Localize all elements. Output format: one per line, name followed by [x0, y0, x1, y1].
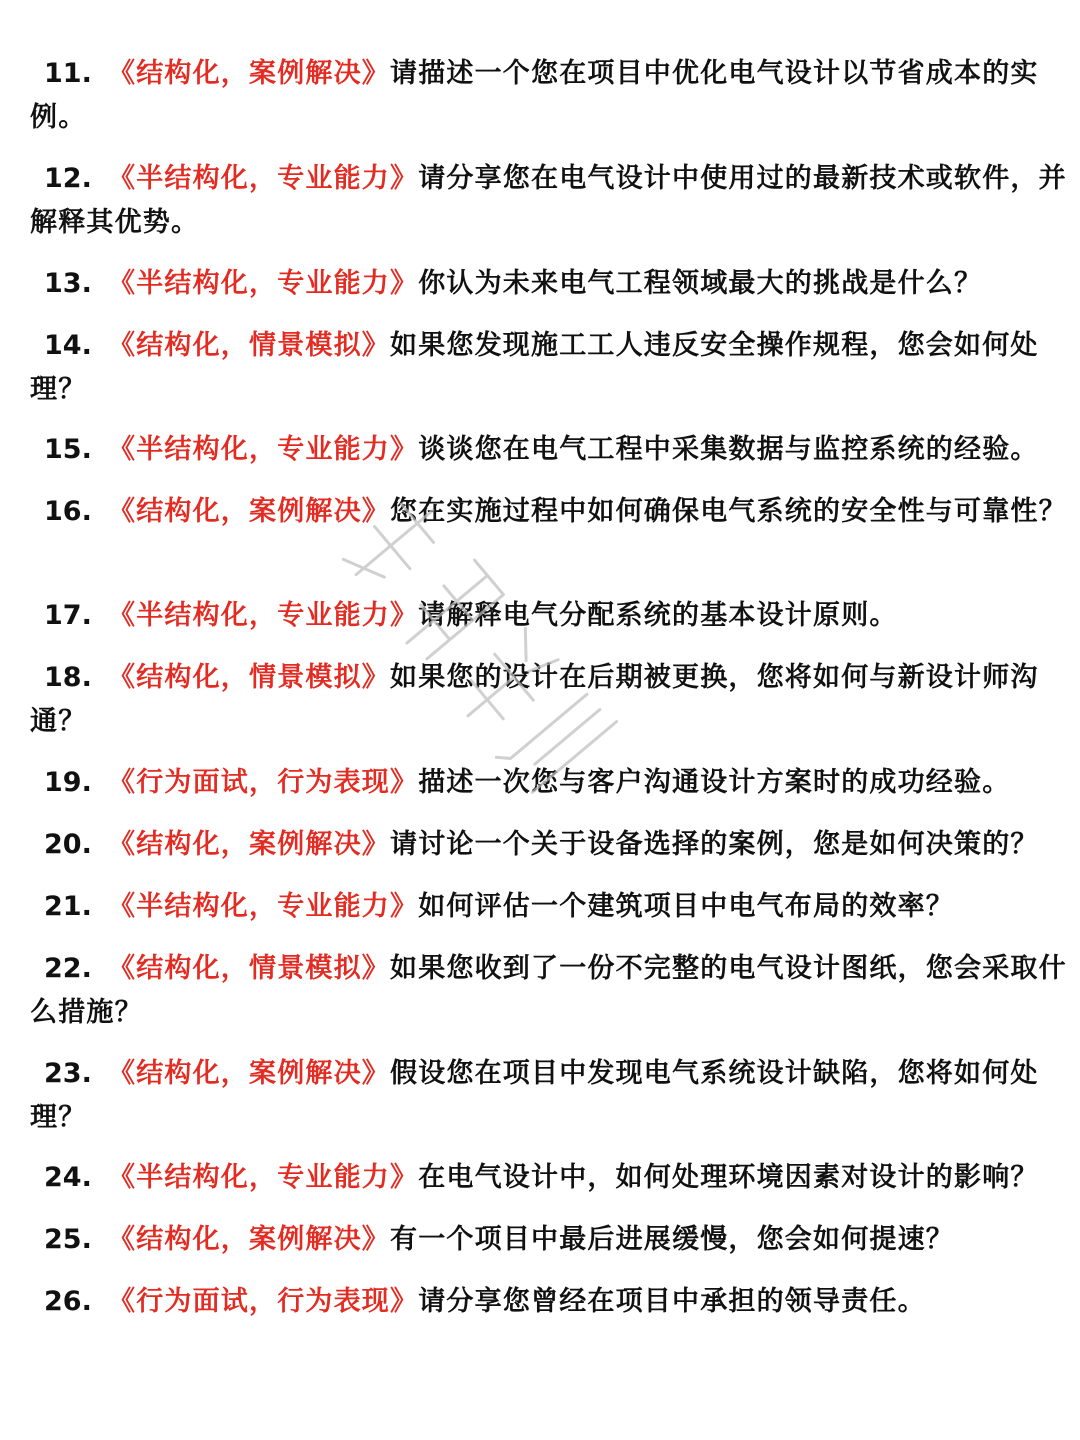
question-text: 如果您的设计在后期被更换，您将如何与新设计师沟通？: [30, 662, 1039, 737]
question-item: [30, 1218, 1070, 1262]
question-text: 如果您收到了一份不完整的电气设计图纸，您会采取什么措施？: [30, 953, 1067, 1028]
question-item: [30, 1280, 1070, 1324]
question-text: 在电气设计中，如何处理环境因素对设计的影响？: [418, 1162, 1039, 1193]
question-item: [30, 947, 1070, 1035]
question-number: 16.: [44, 496, 92, 527]
question-item: [30, 594, 1070, 638]
question-category-tag: 《结构化，情景模拟》: [108, 330, 390, 361]
question-text: 描述一次您与客户沟通设计方案时的成功经验。: [418, 767, 1011, 798]
question-category-tag: 《结构化，情景模拟》: [108, 953, 390, 984]
question-item: [30, 52, 1070, 140]
question-category-tag: 《半结构化，专业能力》: [108, 1162, 419, 1193]
question-category-tag: 《结构化，情景模拟》: [108, 662, 390, 693]
question-number: 24.: [44, 1162, 92, 1193]
question-text: 你认为未来电气工程领域最大的挑战是什么？: [418, 268, 983, 299]
question-category-tag: 《结构化，案例解决》: [108, 1224, 390, 1255]
question-text: 谈谈您在电气工程中采集数据与监控系统的经验。: [418, 434, 1039, 465]
question-number: 22.: [44, 953, 92, 984]
question-number: 19.: [44, 767, 92, 798]
question-category-tag: 《半结构化，专业能力》: [108, 600, 419, 631]
question-text: 请描述一个您在项目中优化电气设计以节省成本的实例。: [30, 58, 1039, 133]
question-item: [30, 1156, 1070, 1200]
question-text: 请分享您在电气设计中使用过的最新技术或软件，并解释其优势。: [30, 163, 1067, 238]
question-text: 如何评估一个建筑项目中电气布局的效率？: [418, 891, 955, 922]
question-text: 假设您在项目中发现电气系统设计缺陷，您将如何处理？: [30, 1058, 1039, 1133]
question-category-tag: 《半结构化，专业能力》: [108, 268, 419, 299]
question-item: [30, 823, 1070, 867]
question-number: 18.: [44, 662, 92, 693]
question-category-tag: 《结构化，案例解决》: [108, 58, 390, 89]
question-number: 17.: [44, 600, 92, 631]
question-item: [30, 324, 1070, 412]
question-number: 23.: [44, 1058, 92, 1089]
question-item: [30, 1052, 1070, 1140]
question-number: 12.: [44, 163, 92, 194]
question-number: 14.: [44, 330, 92, 361]
question-item: [30, 761, 1070, 805]
question-text: 您在实施过程中如何确保电气系统的安全性与可靠性？: [390, 496, 1067, 527]
question-category-tag: 《半结构化，专业能力》: [108, 434, 419, 465]
question-category-tag: 《结构化，案例解决》: [108, 496, 390, 527]
question-text: 请解释电气分配系统的基本设计原则。: [418, 600, 898, 631]
question-text: 请分享您曾经在项目中承担的领导责任。: [418, 1286, 926, 1317]
question-number: 25.: [44, 1224, 92, 1255]
question-item: [30, 490, 1070, 534]
question-item: [30, 885, 1070, 929]
question-category-tag: 《行为面试，行为表现》: [108, 1286, 419, 1317]
question-category-tag: 《行为面试，行为表现》: [108, 767, 419, 798]
question-text: 有一个项目中最后进展缓慢，您会如何提速？: [390, 1224, 954, 1255]
question-number: 15.: [44, 434, 92, 465]
question-category-tag: 《结构化，案例解决》: [108, 1058, 390, 1089]
question-number: 26.: [44, 1286, 92, 1317]
question-item: [30, 262, 1070, 306]
question-number: 20.: [44, 829, 92, 860]
question-item: [30, 656, 1070, 744]
question-item: [30, 428, 1070, 472]
question-item: [30, 157, 1070, 245]
question-text: 请讨论一个关于设备选择的案例，您是如何决策的？: [390, 829, 1039, 860]
question-number: 11.: [44, 58, 92, 89]
question-text: 如果您发现施工工人违反安全操作规程，您会如何处理？: [30, 330, 1039, 405]
question-number: 21.: [44, 891, 92, 922]
question-category-tag: 《结构化，案例解决》: [108, 829, 390, 860]
question-number: 13.: [44, 268, 92, 299]
question-category-tag: 《半结构化，专业能力》: [108, 891, 419, 922]
question-category-tag: 《半结构化，专业能力》: [108, 163, 419, 194]
